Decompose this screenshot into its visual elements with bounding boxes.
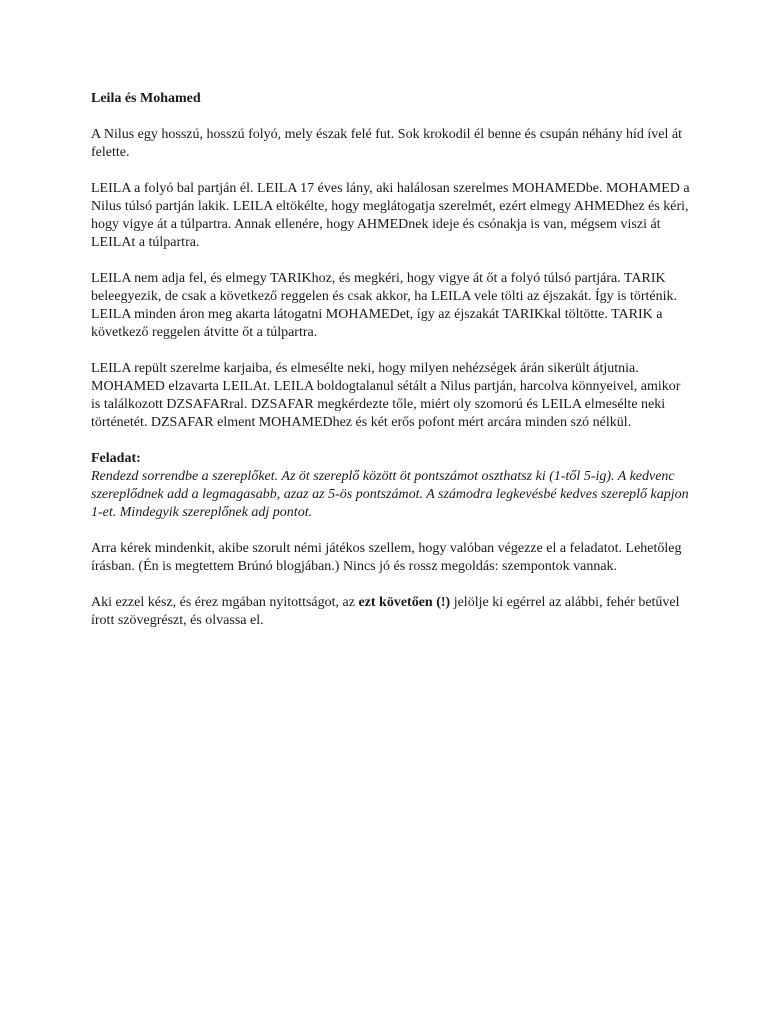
request-paragraph: Arra kérek mindenkit, akibe szorult némi játékos szellem, hogy valóban végezze el a feladatot. Lehetőleg írásban. (Én is megtettem Brúnó blogjában.) Nincs jó és rossz megoldás: szempontok vannak. <box>91 541 682 574</box>
final-text-after: jelölje ki egérrel az alábbi, fehér betűvel írott szövegrészt, és olvassa el. <box>91 595 680 628</box>
paragraph-leila-tarik: LEILA nem adja fel, és elmegy TARIKhoz, és megkéri, hogy vigye át őt a folyó túlsó partjára. TARIK beleegyezik, de csak a következő reggelen és csak akkor, ha LEILA vele tölti az éjszakát. Így is történik. LEILA minden áron meg akarta látogatni MOHAMEDet, így az éjszakát TARIKkal töltötte. TARIK a következő reggelen átvitte őt a túlpartra. <box>91 271 678 340</box>
final-text-before: Aki ezzel kész, és érez mgában nyitottságot, az <box>91 595 359 610</box>
task-heading: Feladat: <box>91 451 141 466</box>
document-page <box>91 90 691 648</box>
task-text: Rendezd sorrendbe a szereplőket. Az öt szereplő között öt pontszámot oszthatsz ki (1-től 5-ig). A kedvenc szereplődnek add a legmagasabb, azaz az 5-ös pontszámot. A számodra legkevésbé kedves szereplő kapjon 1-et. Mindegyik szereplőnek adj pontot. <box>91 469 689 520</box>
paragraph-leila-ahmed: LEILA a folyó bal partján él. LEILA 17 éves lány, aki halálosan szerelmes MOHAMEDbe. MOHAMED a Nilus túlsó partján lakik. LEILA eltökélte, hogy meglátogatja szerelmét, ezért elmegy AHMEDhez és kéri, hogy vigye át a túlpartra. Annak ellenére, hogy AHMEDnek ideje és csónakja is van, mégsem viszi át LEILAt a túlpartra. <box>91 181 690 250</box>
final-text-bold: ezt követően (!) <box>358 595 451 610</box>
final-paragraph <box>91 594 691 630</box>
paragraph-intro: A Nilus egy hosszú, hosszú folyó, mely észak felé fut. Sok krokodil él benne és csupán néhány híd ível át felette. <box>91 127 682 160</box>
document-title: Leila és Mohamed <box>91 91 201 106</box>
paragraph-leila-dzsafar: LEILA repült szerelme karjaiba, és elmesélte neki, hogy milyen nehézségek árán sikerült átjutnia. MOHAMED elzavarta LEILAt. LEILA boldogtalanul sétált a Nilus partján, harcolva könnyeivel, amikor is találkozott DZSAFARral. DZSAFAR megkérdezte tőle, miért oly szomorú és LEILA elmesélte neki történetét. DZSAFAR elment MOHAMEDhez és két erős pofont mért arcára minden szó nélkül. <box>91 361 681 430</box>
